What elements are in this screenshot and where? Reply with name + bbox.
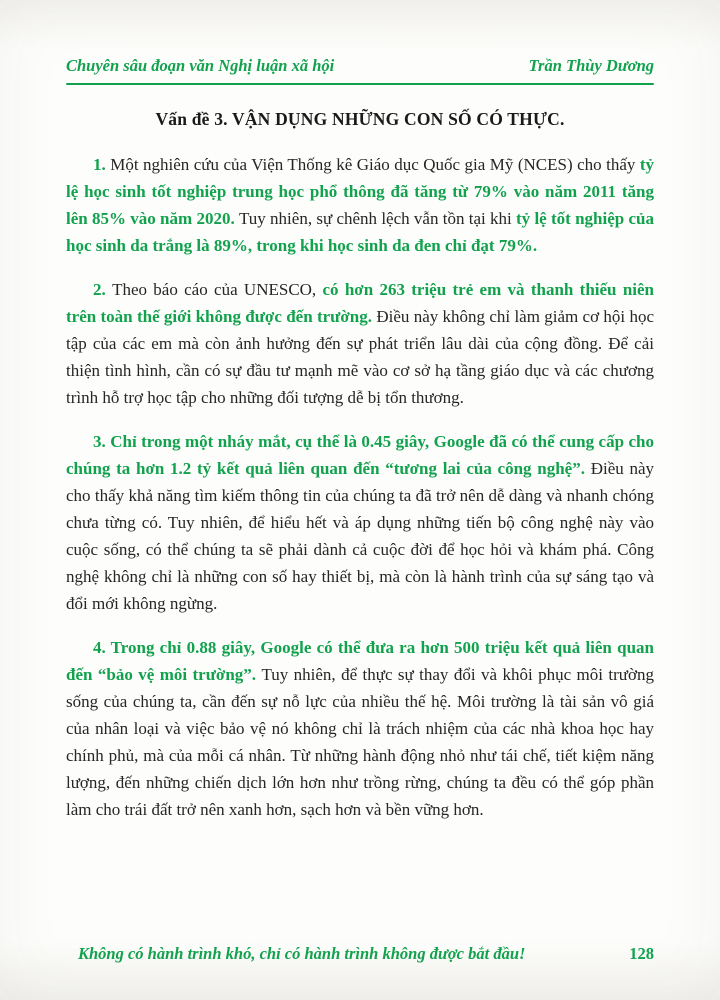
text-segment-green: có hơn 263 triệu trẻ em và thanh thiếu niên trên toàn thế giới không được đến trường.: [66, 280, 654, 326]
text-segment-green: 2.: [93, 280, 113, 299]
text-segment-green: 4. Trong chỉ 0.88 giây, Google có thể đưa ra hơn 500 triệu kết quả liên quan đến “bảo vệ môi trường”.: [66, 638, 654, 684]
page-title: Vấn đề 3. VẬN DỤNG NHỮNG CON SỐ CÓ THỰC.: [155, 109, 565, 129]
header-author-name: Trần Thùy Dương: [528, 56, 654, 75]
text-segment-green: 1.: [93, 155, 111, 174]
paragraph: [66, 276, 654, 411]
paragraph: [66, 634, 654, 823]
footer-quote: Không có hành trình khó, chỉ có hành trình không được bắt đầu!: [78, 944, 526, 963]
text-segment-green: tỷ lệ tốt nghiệp của học sinh da trắng là 89%, trong khi học sinh da đen chỉ đạt 79%.: [66, 209, 654, 255]
header-divider: [66, 83, 654, 85]
text-segment-black: Điều này cho thấy khả năng tìm kiếm thông tin của chúng ta đã trở nên dễ dàng và nhanh chóng chưa từng có. Tuy nhiên, để hiểu hết và áp dụng những tiến bộ công nghệ này vào cuộc sống, có thể chúng ta sẽ phải dành cả cuộc đời để học hỏi và khám phá. Công nghệ không chỉ là những con số hay thiết bị, mà còn là hành trình của sự sáng tạo và đổi mới không ngừng.: [66, 459, 654, 613]
page-footer: [66, 944, 654, 964]
text-segment-green: 3. Chỉ trong một nháy mắt, cụ thể là 0.45 giây, Google đã có thể cung cấp cho chúng ta hơn 1.2 tỷ kết quả liên quan đến “tương lai của công nghệ”.: [66, 432, 654, 478]
paragraph: [66, 428, 654, 617]
page-number: 128: [629, 944, 654, 963]
paragraph: [66, 151, 654, 259]
text-segment-black: Điều này không chỉ làm giảm cơ hội học tập của các em mà còn ảnh hưởng đến sự phát triển lâu dài của cộng đồng. Để cải thiện tình hình, cần có sự đầu tư mạnh mẽ vào cơ sở hạ tầng giáo dục và các chương trình hỗ trợ học tập cho những đối tượng dễ bị tổn thương.: [66, 307, 654, 407]
text-segment-black: Tuy nhiên, để thực sự thay đổi và khôi phục môi trường sống của chúng ta, cần đến sự nỗ lực của nhiều thế hệ. Môi trường là tài sản vô giá của nhân loại và việc bảo vệ nó không chỉ là trách nhiệm của các nhà khoa học hay chính phủ, mà của mỗi cá nhân. Từ những hành động nhỏ như tái chế, tiết kiệm năng lượng, đến những chiến dịch lớn hơn như trồng rừng, chúng ta đều có thể góp phần làm cho trái đất trở nên xanh hơn, sạch hơn và bền vững hơn.: [66, 665, 654, 819]
header-series-title: Chuyên sâu đoạn văn Nghị luận xã hội: [66, 56, 335, 75]
content-body: [66, 151, 654, 823]
page-header: [66, 56, 654, 76]
text-segment-black: Một nghiên cứu của Viện Thống kê Giáo dục Quốc gia Mỹ (NCES) cho thấy: [110, 155, 640, 174]
text-segment-green: tỷ lệ học sinh tốt nghiệp trung học phổ thông đã tăng từ 79% vào năm 2011 tăng lên 85% vào năm 2020.: [66, 155, 655, 228]
text-segment-black: Theo báo cáo của UNESCO,: [112, 280, 323, 299]
text-segment-black: Tuy nhiên, sự chênh lệch vẫn tồn tại khi: [238, 209, 516, 228]
